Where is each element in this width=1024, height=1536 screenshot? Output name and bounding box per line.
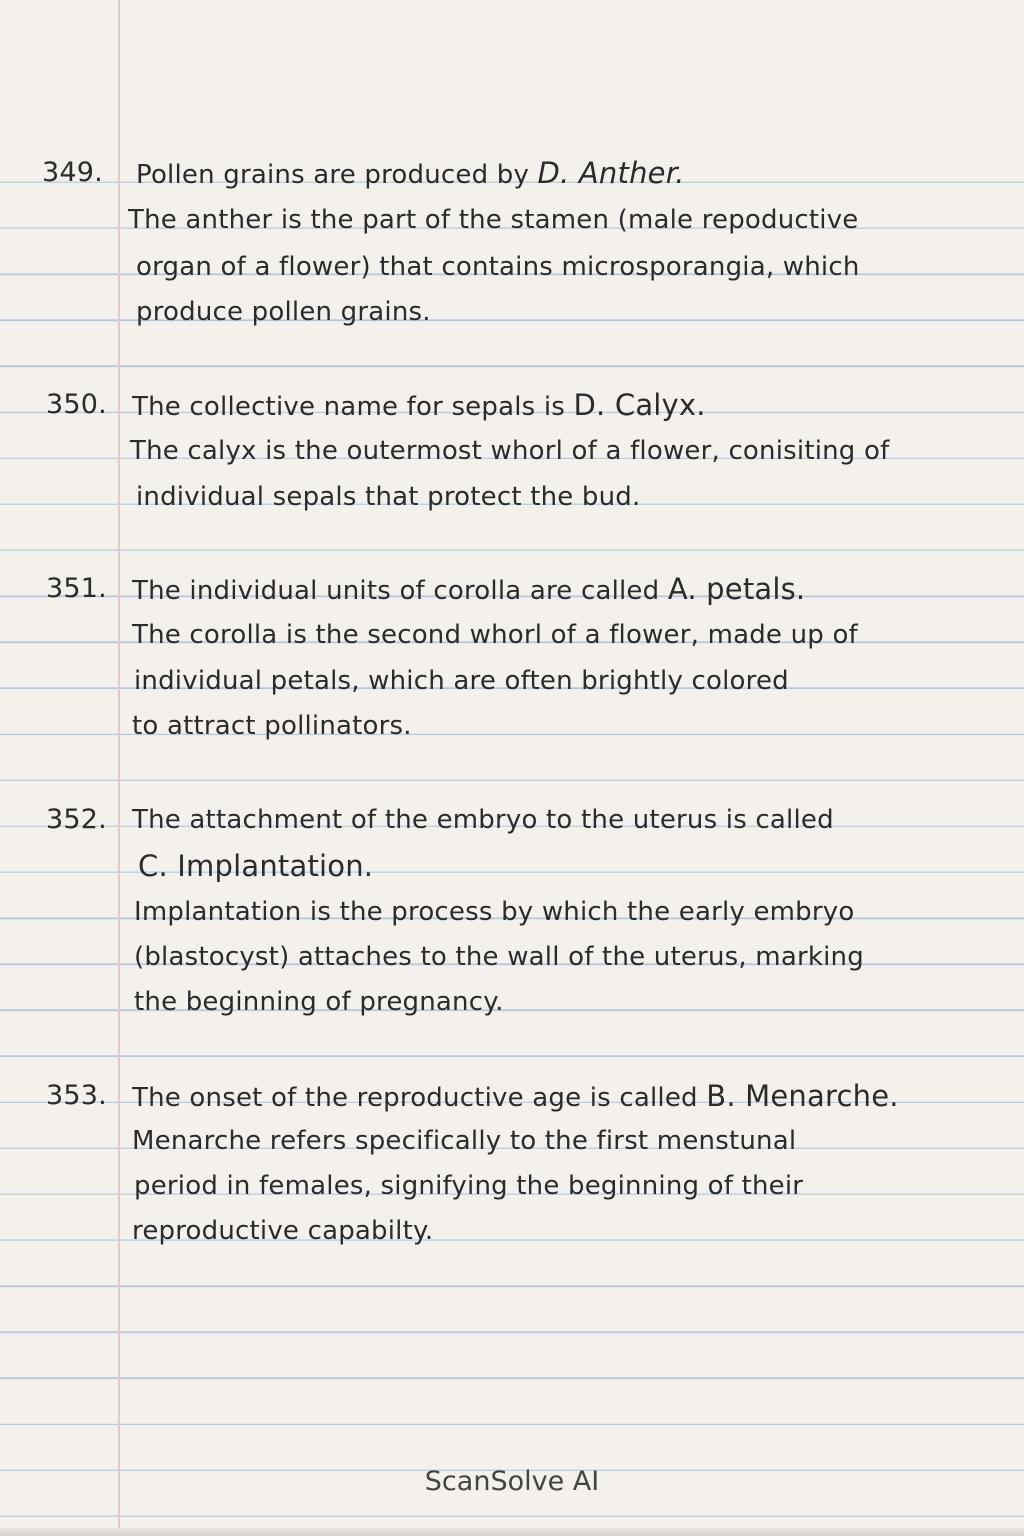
answer: A. petals. <box>667 572 806 606</box>
question-number: 349. <box>42 157 103 188</box>
question-text: The onset of the reproductive age is called <box>132 1083 698 1113</box>
question-text: The collective name for sepals is <box>132 392 566 422</box>
answer: C. Implantation. <box>138 849 374 883</box>
margin-line <box>118 0 120 1536</box>
answer: D. Anther. <box>537 156 685 190</box>
question-line <box>0 1073 1024 1119</box>
footer-brand: ScanSolve AI <box>424 1466 600 1497</box>
answer: B. Menarche. <box>706 1079 899 1113</box>
question-line <box>0 797 1024 843</box>
question-text: The individual units of corolla are called <box>132 576 660 606</box>
question-line <box>0 566 1024 612</box>
answer: D. Calyx. <box>573 388 706 422</box>
paper-top-margin <box>0 0 1024 137</box>
question-line <box>0 150 1024 196</box>
question-number: 352. <box>46 804 107 835</box>
question-number: 351. <box>46 573 107 604</box>
question-line <box>0 382 1024 428</box>
question-text: The attachment of the embryo to the uterus is called <box>132 805 834 835</box>
question-number: 350. <box>46 389 107 420</box>
paper-bottom-edge <box>0 1528 1024 1536</box>
question-number: 353. <box>46 1080 107 1111</box>
question-text: Pollen grains are produced by <box>136 160 530 190</box>
